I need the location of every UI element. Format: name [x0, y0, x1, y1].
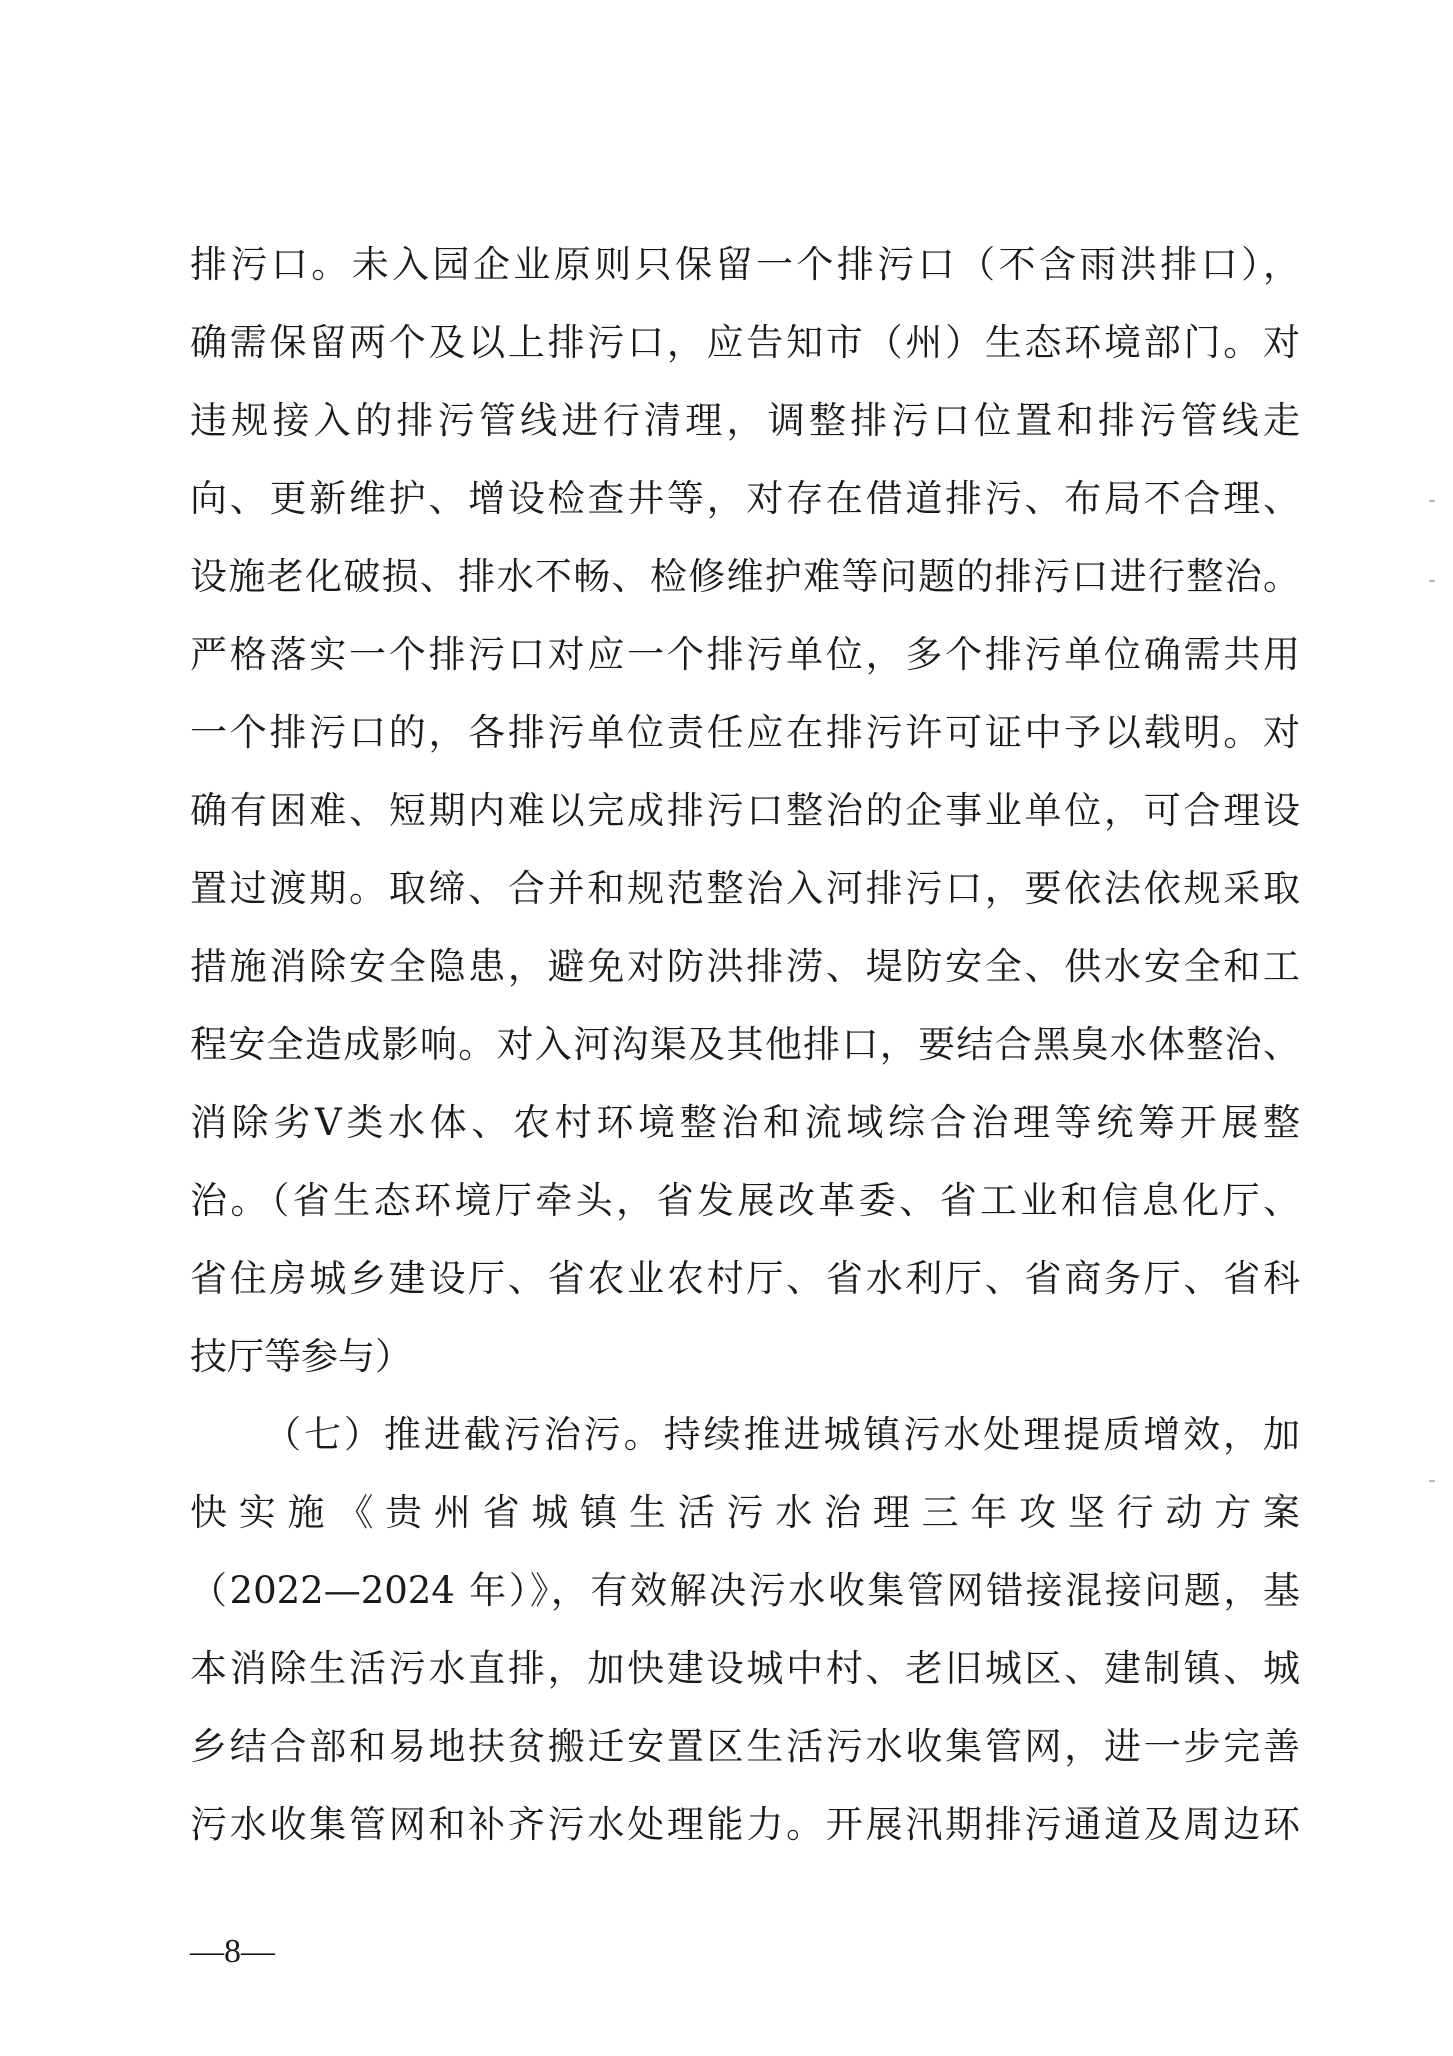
text-line: 本消除生活污水直排，加快建设城中村、老旧城区、建制镇、城 — [190, 1647, 1300, 1690]
text-line: 排污口。未入园企业原则只保留一个排污口（不含雨洪排口）， — [190, 243, 1300, 286]
text-line: 措施消除安全隐患，避免对防洪排涝、堤防安全、供水安全和工 — [190, 945, 1300, 988]
text-line: 乡结合部和易地扶贫搬迁安置区生活污水收集管网，进一步完善 — [190, 1725, 1300, 1768]
text-line: 向、更新维护、增设检查井等，对存在借道排污、布局不合理、 — [190, 477, 1300, 520]
text-line: 一个排污口的，各排污单位责任应在排污许可证中予以载明。对 — [190, 711, 1300, 754]
text-line: 确需保留两个及以上排污口，应告知市（州）生态环境部门。对 — [190, 321, 1300, 364]
scan-edge-mark — [1429, 500, 1435, 502]
scan-edge-mark — [1429, 580, 1435, 582]
text-line: 严格落实一个排污口对应一个排污单位，多个排污单位确需共用 — [190, 633, 1300, 676]
page-number: —8— — [190, 1933, 275, 1970]
text-line: 置过渡期。取缔、合并和规范整治入河排污口，要依法依规采取 — [190, 867, 1300, 910]
text-line: 违规接入的排污管线进行清理，调整排污口位置和排污管线走 — [190, 399, 1300, 442]
text-line: 确有困难、短期内难以完成排污口整治的企事业单位，可合理设 — [190, 789, 1300, 832]
text-line: 污水收集管网和补齐污水处理能力。开展汛期排污通道及周边环 — [190, 1803, 1300, 1846]
text-line: 消除劣Ⅴ类水体、农村环境整治和流域综合治理等统筹开展整 — [190, 1101, 1300, 1144]
text-line: 技厅等参与） — [190, 1335, 412, 1378]
scan-edge-mark — [1429, 1480, 1435, 1482]
text-line: 程安全造成影响。对入河沟渠及其他排口，要结合黑臭水体整治、 — [190, 1023, 1300, 1066]
section-heading-line: （七）推进截污治污。持续推进城镇污水处理提质增效，加 — [264, 1413, 1300, 1456]
text-line: 快实施《贵州省城镇生活污水治理三年攻坚行动方案 — [190, 1491, 1300, 1534]
body-text — [190, 226, 1300, 1864]
text-line: （2022—2024 年）》，有效解决污水收集管网错接混接问题，基 — [190, 1569, 1300, 1612]
text-line: 治。（省生态环境厅牵头，省发展改革委、省工业和信息化厅、 — [190, 1179, 1300, 1222]
text-line: 省住房城乡建设厅、省农业农村厅、省水利厅、省商务厅、省科 — [190, 1257, 1300, 1300]
text-line: 设施老化破损、排水不畅、检修维护难等问题的排污口进行整治。 — [190, 555, 1300, 598]
